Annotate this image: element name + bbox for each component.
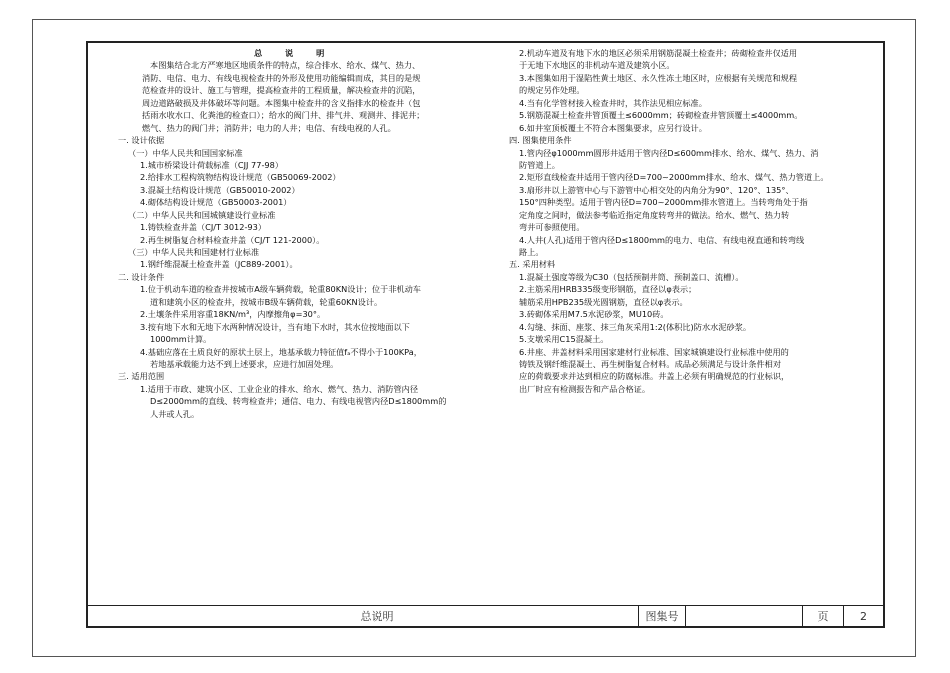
text-line: 若地基承载能力达不到上述要求，应进行加固处理。	[150, 358, 339, 369]
text-line: 3.按有地下水和无地下水两种情况设计，当有地下水时，其水位按地面以下	[140, 321, 410, 332]
section-heading: 三. 适用范围	[118, 371, 165, 382]
text-line: 5.钢筋混凝土检查井管顶覆土≤6000mm；砖砌检查井管顶覆土≤4000mm。	[519, 110, 803, 121]
text-line: 1.位于机动车道的检查井按城市A级车辆荷载，轮重80KN设计；位于非机动车	[140, 284, 421, 295]
text-line: 1.混凝土强度等级为C30（包括预制井筒、预制盖口、流槽）。	[519, 271, 744, 282]
text-line: D≤2000mm的直线、转弯检查井；通信、电力、有线电视管内径D≤1800mm的	[150, 396, 447, 407]
text-line: （二）中华人民共和国城镇建设行业标准	[128, 209, 276, 220]
text-line: 2.矩形直线检查井适用于管内径D=700~2000mm排水、给水、煤气、热力管道上。	[519, 172, 829, 183]
text-line: 5.支墩采用C15混凝土。	[519, 334, 609, 345]
text-line: 2.再生树脂复合材料检查井盖（CJ/T 121-2000）。	[140, 234, 325, 245]
text-line: 2.给排水工程构筑物结构设计规范（GB50069-2002）	[140, 172, 341, 183]
text-line: 4.砌体结构设计规范（GB50003-2001）	[140, 197, 292, 208]
text-line: 范检查井的设计、施工与管理，提高检查井的工程质量，解决检查井的沉陷，	[142, 85, 421, 96]
section-heading: 一. 设计依据	[118, 135, 165, 146]
text-line: 3.本图集如用于湿陷性黄土地区、永久性冻土地区时，应根据有关规范和规程	[519, 72, 798, 83]
left-column	[118, 47, 498, 420]
text-line: 4.当有化学管材接入检查井时，其作法见相应标准。	[519, 97, 707, 108]
text-line: 6.井座、井盖材料采用国家建材行业标准、国家城镇建设行业标准中使用的	[519, 346, 789, 357]
text-line: 防管道上。	[519, 159, 560, 170]
text-line: 3.扇形井以上游管中心与下游管中心相交处的内角分为90°、120°、135°、	[519, 184, 794, 195]
right-column	[509, 47, 881, 395]
text-line: 燃气、热力的阀门井；消防井；电力的人井；电信、有线电视的人孔。	[142, 122, 396, 133]
text-line: 本图集结合北方严寒地区地质条件的特点，综合排水、给水、煤气、热力、	[150, 60, 421, 71]
text-line: 1000mm计算。	[150, 334, 212, 345]
text-line: 的规定另作处理。	[519, 85, 585, 96]
text-line: 道和建筑小区的检查井，按城市B级车辆荷载，轮重60KN设计。	[150, 296, 383, 307]
text-line: 铸铁及钢纤维混凝土、再生树脂复合材料。成品必须满足与设计条件相对	[519, 358, 782, 369]
text-line: 6.如井室顶板覆土不符合本图集要求，应另行设计。	[519, 122, 707, 133]
text-line: 4.基础应落在土质良好的原状土层上，地基承载力特征值fₐ不得小于100KPa，	[140, 346, 422, 357]
text-line: 1.铸铁检查井盖（CJ/T 3012-93）	[140, 222, 267, 233]
drawing-name: 总说明	[360, 610, 394, 623]
section-heading: 五. 采用材料	[509, 259, 556, 270]
text-line: 2.土壤条件采用容重18KN/m³，内摩擦角φ=30°。	[140, 309, 326, 320]
title-block	[86, 605, 885, 628]
doc-title: 总 说 明	[254, 48, 335, 58]
text-line: 4.勾缝、抹面、座浆、抹三角灰采用1:2(体积比)防水水泥砂浆。	[519, 321, 752, 332]
text-line: （一）中华人民共和国国家标准	[128, 147, 243, 158]
atlas-number-label: 图集号	[645, 610, 679, 623]
page-number: 2	[860, 610, 867, 623]
text-line: 消防、电信、电力、有线电视检查井的外形及使用功能编辑而成，其目的是规	[142, 72, 421, 83]
text-line: 于无地下水地区的非机动车道及建筑小区。	[519, 60, 675, 71]
text-line: 3.砖砌体采用M7.5水泥砂浆，MU10砖。	[519, 309, 669, 320]
text-line: 辅筋采用HPB235级光圆钢筋，直径以φ表示。	[519, 296, 688, 307]
tb-divider	[86, 606, 87, 627]
text-line: 4.人井(人孔)适用于管内径D≤1800mm的电力、电信、有线电视直通和转弯线	[519, 234, 805, 245]
text-line: 1.城市桥梁设计荷载标准（CJJ 77-98）	[140, 159, 284, 170]
text-line: 弯井可参照使用。	[519, 222, 585, 233]
section-heading: 二. 设计条件	[118, 271, 165, 282]
text-line: （三）中华人民共和国建材行业标准	[128, 247, 260, 257]
text-line: 2.主筋采用HRB335级变形钢筋，直径以φ表示；	[519, 284, 697, 295]
text-line: 2.机动车道及有地下水的地区必须采用钢筋混凝土检查井；砖砌检查井仅适用	[519, 48, 798, 58]
left-text-lines	[118, 59, 498, 420]
page-label: 页	[817, 610, 829, 623]
text-line: 定角度之间时，做法参考临近指定角度转弯井的做法。给水、燃气、热力转	[519, 209, 790, 220]
right-text-lines	[509, 47, 881, 395]
text-line: 150°四种类型。适用于管内径D=700~2000mm排水管道上。当转弯角处于指	[519, 197, 808, 208]
text-line: 1.管内径φ1000mm圆形井适用于管内径D≤600mm排水、给水、煤气、热力、消	[519, 147, 819, 158]
text-line: 应的荷载要求并达到相应的防腐标准。井盖上必须有明确规范的行业标识，	[519, 371, 790, 382]
text-line: 3.混凝土结构设计规范（GB50010-2002）	[140, 184, 300, 195]
text-line: 人井或人孔。	[150, 408, 200, 419]
atlas-number-value	[686, 606, 802, 627]
text-line: 1.适用于市政、建筑小区、工业企业的排水、给水、燃气、热力、消防管内径	[140, 383, 419, 394]
section-heading: 四. 图集使用条件	[509, 135, 572, 146]
text-line: 括雨水收水口、化粪池的检查口）；给水的阀门井、排气井、观测井、排泥井；	[142, 110, 425, 121]
text-line: 路上。	[519, 247, 544, 257]
text-line: 1.钢纤维混凝土检查井盖（JC889-2001）。	[140, 259, 298, 270]
text-line: 周边道路破损及井体破坏等问题。本图集中检查井的含义指排水的检查井（包	[142, 97, 421, 108]
text-line: 出厂时应有检测报告和产品合格证。	[519, 383, 651, 394]
